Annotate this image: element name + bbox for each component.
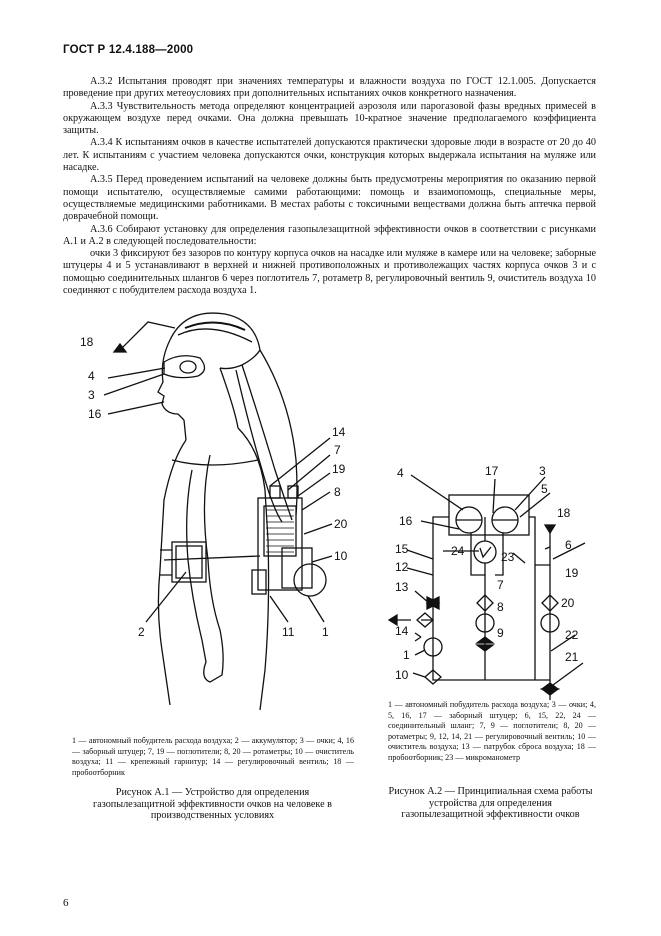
fig2-label-6: 6 — [565, 538, 572, 552]
fig1-label-7: 7 — [334, 443, 341, 457]
paragraph-assembly-steps: очки 3 фиксируют без зазоров по контуру корпуса очков на насадке или муляже в камере или на человеке; заборные штуцеры 4 и 5 устанавливают в верхней и нижней противоположных и противолежащих частях корпуса очков 3 и с помощью соединительных шлангов 6 через поглотитель 7, ротаметр 8, регулировочный вентиль 9, очиститель воздуха 10 соединяют с побудителем расхода воздуха 1. — [63, 248, 596, 297]
body-text — [63, 76, 596, 297]
paragraph-a-3-6: А.3.6 Собирают установку для определения газопылезащитной эффективности очков в соответствии с рисунками А.1 и А.2 в следующей последовательности: — [63, 223, 596, 247]
paragraph-a-3-2: А.3.2 Испытания проводят при значениях температуры и влажности воздуха по ГОСТ 12.1.005. Допускается проведение при других метеоусловиях при дополнительных испытаниях очков конкретного назначения. — [63, 76, 596, 100]
fig2-label-8: 8 — [497, 600, 504, 614]
fig2-label-22: 22 — [565, 628, 579, 642]
paragraph-a-3-3: А.3.3 Чувствительность метода определяют концентрацией аэрозоля или парогазовой фазы вредных примесей в окружающем воздухе перед очками. Она должна превышать 10-кратное значение предполагаемого коэффициента защиты. — [63, 100, 596, 137]
fig1-label-20: 20 — [334, 517, 348, 531]
fig1-label-10: 10 — [334, 549, 348, 563]
fig2-label-5: 5 — [541, 482, 548, 496]
fig1-label-19: 19 — [332, 462, 346, 476]
figure-a2-legend: 1 — автономный побудитель расхода воздуха; 3 — очки; 4, 5, 16, 17 — заборный штуцер; 6, 15, 22, 24 — соединительный шланг; 7, 9 — поглотители; 8, 20 — ротаметры; 9, 12, 14, 21 — регулировочный вентиль; 10 — очиститель воздуха; 13 — патрубок сброса воздуха; 18 — пробоотборник; 23 — микроманометр — [388, 700, 596, 762]
fig2-label-4: 4 — [397, 466, 404, 480]
fig1-label-8: 8 — [334, 485, 341, 499]
figure-a1-legend: 1 — автономный побудитель расхода воздуха; 2 — аккумулятор; 3 — очки; 4, 16 — заборный штуцер; 7, 19 — поглотители; 8, 20 — ротаметры; 10 — очиститель воздуха; 11 — крепежный гарнитур; 14 — регулировочный вентиль; 18 — пробоотборник — [72, 736, 354, 777]
fig2-label-7: 7 — [497, 578, 504, 592]
fig2-label-19: 19 — [565, 566, 579, 580]
fig1-label-16: 16 — [88, 407, 102, 421]
fig2-label-12: 12 — [395, 560, 409, 574]
fig2-label-1: 1 — [403, 648, 410, 662]
fig1-label-2: 2 — [138, 625, 145, 639]
figure-a2-schematic — [385, 455, 600, 700]
figure-a1 — [60, 310, 360, 730]
fig2-label-16: 16 — [399, 514, 413, 528]
fig1-label-3: 3 — [88, 388, 95, 402]
fig2-label-21: 21 — [565, 650, 579, 664]
paragraph-a-3-4: А.3.4 К испытаниям очков в качестве испытателей допускаются практически здоровые люди в возрасте от 20 до 40 лет. К испытаниям с участием человека допускаются очки, конструкция которых выдержала испытания на муляже или насадке. — [63, 137, 596, 174]
page-number: 6 — [63, 897, 69, 909]
fig1-label-4: 4 — [88, 369, 95, 383]
fig2-label-24: 24 — [451, 544, 465, 558]
fig2-label-9: 9 — [497, 626, 504, 640]
fig2-label-10: 10 — [395, 668, 409, 682]
fig2-label-13: 13 — [395, 580, 409, 594]
fig1-label-11: 11 — [282, 625, 295, 639]
fig2-label-18: 18 — [557, 506, 571, 520]
fig2-label-20: 20 — [561, 596, 575, 610]
fig2-label-17: 17 — [485, 464, 499, 478]
paragraph-a-3-5: А.3.5 Перед проведением испытаний на человеке должны быть предусмотрены мероприятия по оказанию первой помощи испытателю, осуществляемые самими работающими: помощь и взаимопомощь, специальные меры, осуществляемые медицинскими работниками. В местах работы с токсичными веществами должна быть аптечка первой доврачебной помощи. — [63, 174, 596, 223]
fig2-label-3: 3 — [539, 464, 546, 478]
figure-a1-drawing — [60, 310, 360, 730]
figure-a2-caption: Рисунок А.2 — Принципиальная схема работы устройства для определения газопылезащитной эффективности очков — [388, 786, 593, 820]
fig2-label-14: 14 — [395, 624, 409, 638]
page-header: ГОСТ Р 12.4.188—2000 — [63, 44, 194, 56]
figure-a1-caption: Рисунок А.1 — Устройство для определения газопылезащитной эффективности очков на человеке в производственных условиях — [93, 787, 332, 821]
fig1-label-14: 14 — [332, 425, 346, 439]
fig2-label-23: 23 — [501, 550, 515, 564]
fig2-label-15: 15 — [395, 542, 409, 556]
fig1-label-18: 18 — [80, 335, 94, 349]
figure-a2 — [385, 455, 600, 700]
fig1-label-1: 1 — [322, 625, 329, 639]
